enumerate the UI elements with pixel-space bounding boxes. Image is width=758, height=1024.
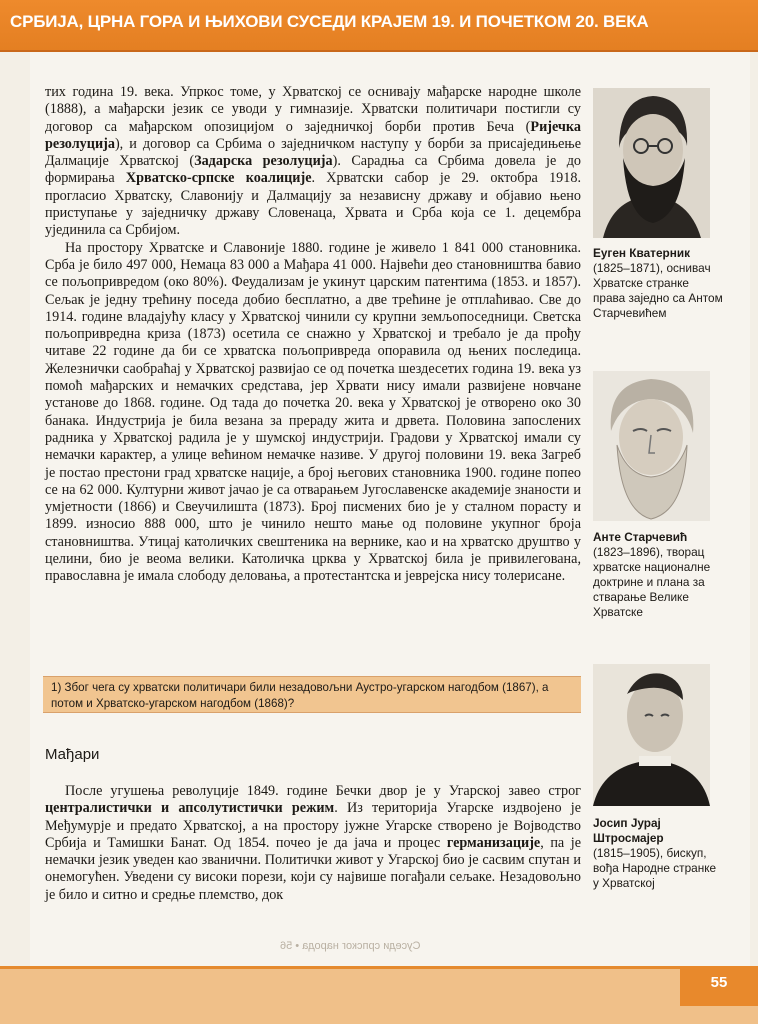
section-heading: Мађари <box>45 746 100 763</box>
bold-term: Задарска резолуција <box>194 153 333 170</box>
portrait-strossmayer <box>593 664 710 806</box>
paragraph <box>45 783 581 904</box>
text-run: ). Сарадња са Србима довела је до формирања <box>45 153 582 187</box>
bold-term: Ријечка резолуција <box>45 118 581 152</box>
caption-name: Анте Старчевић <box>593 530 688 544</box>
caption-desc: (1825–1871), оснивач Хрватске странке права заједно са Антом Старчевићем <box>593 261 723 320</box>
text-run: После угушења револуције 1849. године Бечки двор је у Угарској завео строг <box>65 783 581 799</box>
portrait-kvaternik <box>593 88 710 238</box>
caption-strossmayer <box>593 816 723 891</box>
chapter-title: СРБИЈА, ЦРНА ГОРА И ЊИХОВИ СУСЕДИ КРАЈЕМ 19. И ПОЧЕТКОМ 20. ВЕКА <box>10 12 649 31</box>
footer-divider <box>0 966 758 969</box>
chapter-header-bar <box>0 0 758 52</box>
text-run: тих година 19. века. Упркос томе, у Хрватској се оснивају мађарске народне школе (1888), а мађарски језик се уводи у гимназије. Хрватски политичари постигли су договор са мађарском опозицијом о заједничкој борби против Беча ( <box>45 84 581 135</box>
caption-kvaternik <box>593 246 723 321</box>
text-run: На простору Хрватске и Славоније 1880. године је живело 1 841 000 становника. Срба је било 497 000, Немаца 83 000 а Мађара 41 000. Највећи део становништва бавио се пољопривредом (око 80%). Феудализам је укинут царским патентима (1853. и 1857). Сељак је једну трећину поседа добио бесплатно, а две трећине је отплаћивао. Све до 1914. године владајућу класу у Хрватској чинили су крупни земљопоседници. Светска пољопривредна криза (1873) осетила се снажно у Хрватској и требало је да прођу читаве 22 године да би се хрватска пољопривреда опоравила од њених последица. Железнички саобраћај у Хрватској развијао се од почетка шездесетих година 19. века уз помоћ мађарских и немачких средстава, јер Хрвати нису имали развијене новчане установе до 1868. године. Од тада до почетка 20. века у Хрватској је отворено око 30 банака. Индустрија је била везана за прераду жита и дрвета. Половина запослених радника у Хрватској радила је у шумској индустрији. Градови у Хрватској имали су немачки карактер, а улице већином немачке називе. У другој половини 19. века Загреб је постао престони град хрватске нације, а број његових становника 1900. године попео се на 62 000. Културни живот јачао је са отварањем Југославенске академије знаности и умјетности (1866) и Свеучилишта (1873). Број писмених био је у сталном порасту и 1899. износио 888 000, што је чинило нешто мање од половине укупног броја становништва. Утицај католичких свештеника на вернике, као и на хрватско друштво у целини, био је веома велики. Католичка црква у Хрватској била је привилегована, православна је имала слободу деловања, а протестантска и јеврејска нису толерисане. <box>45 239 581 585</box>
text-run: ), и договор са Србима о заједничком наступу у борби за присаједињење Далмације Хрватској ( <box>45 135 581 170</box>
bold-term: Хрватско-српске коалиције <box>125 170 312 187</box>
portrait-starcevic-image <box>593 371 710 521</box>
page-number: 55 <box>710 974 728 991</box>
portrait-starcevic <box>593 371 710 521</box>
main-text-block <box>45 84 581 586</box>
portrait-kvaternik-image <box>593 88 710 238</box>
caption-desc: (1823–1896), творац хрватске националне доктрине и плана за стварање Велике Хрватске <box>593 545 711 619</box>
bold-term: германизације <box>446 834 541 851</box>
caption-desc: (1815–1905), бискуп, вођа Народне странке у Хрватској <box>593 846 717 890</box>
bold-term: централистички и апсолутистички режим <box>45 800 335 817</box>
page-number-box <box>680 966 758 1006</box>
question-box <box>43 676 581 713</box>
text-run: . Хрватски сабор је 29. октобра 1918. прогласио Хрватску, Славонију и Далмацију за независну државу и објавио њено приступање у заједничку државу Словенаца, Хрвата и Срба која се 1. децембра ујединила са Србијом. <box>45 170 581 239</box>
question-text: 1) Због чега су хрватски политичари били незадовољни Аустро-угарском нагодбом (1867), а потом и Хрватско-угарском нагодбом (1868)? <box>51 681 549 710</box>
paragraph <box>45 240 581 586</box>
text-run: , па је немачки језик уведен као званични. Политички живот у Угарској био је сасвим спутан и онемогућен. Уведени су високи порези, који су највише погађали сељаке. Незадовољно је било и ситно и средње племство, док <box>45 834 581 903</box>
bleed-through-text: Суседи српског народа • 56 <box>280 940 421 952</box>
caption-name: Јосип Јурај Штросмајер <box>593 816 664 845</box>
caption-name: Еуген Кватерник <box>593 246 690 260</box>
paragraph <box>45 84 581 240</box>
section-text-block <box>45 783 581 904</box>
portrait-strossmayer-image <box>593 664 710 806</box>
footer-band <box>0 968 758 1024</box>
caption-starcevic <box>593 530 723 620</box>
text-run: . Из територија Угарске издвојено је Међумурје и предато Хрватској, а на простору јужне Угарске створено је Војводство Србија и Тамишки Банат. Од 1854. почео је да јача и процес <box>45 800 581 851</box>
